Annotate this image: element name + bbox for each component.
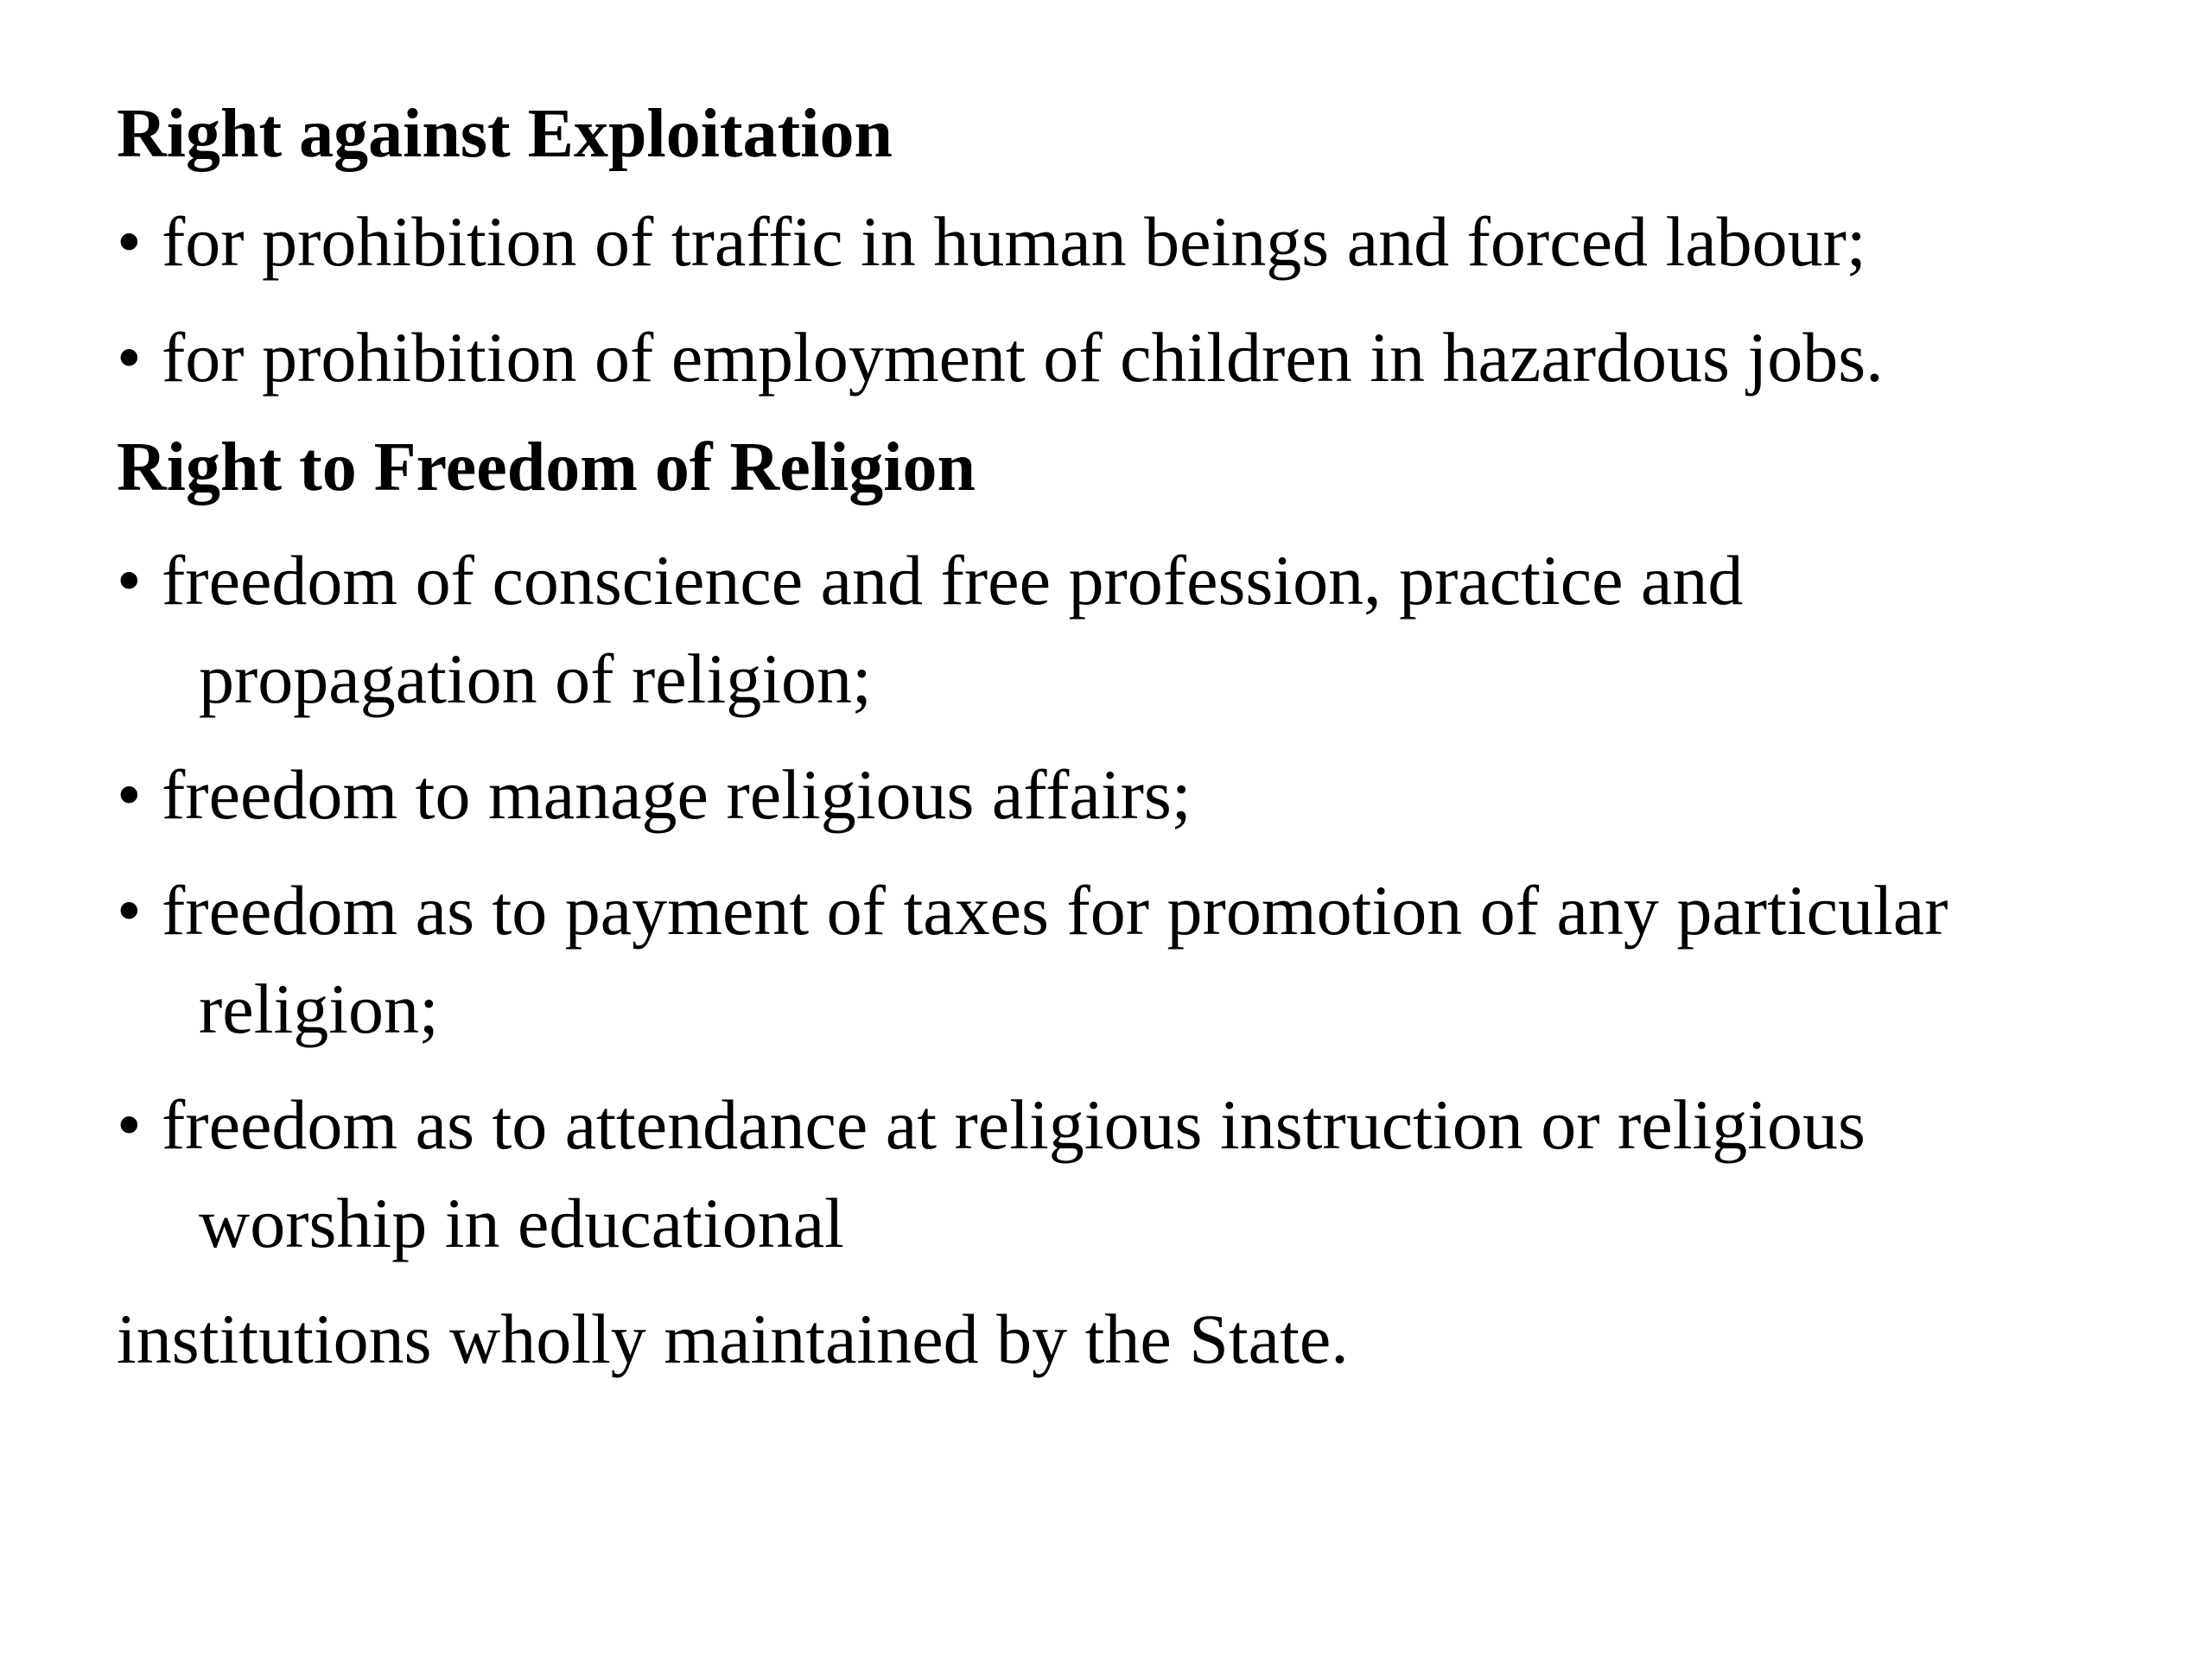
- bullet-text: for prohibition of traffic in human beings and forced labour;: [162, 202, 1866, 281]
- slide-content: [117, 91, 2147, 1389]
- bullet-item: [117, 861, 2147, 1058]
- bullet-text-line1: freedom of conscience and free profession, practice and: [162, 541, 1744, 620]
- bullet-dot: •: [117, 1085, 142, 1164]
- bullet-text-line1: freedom as to attendance at religious instruction or religious: [162, 1085, 1866, 1164]
- heading-right-against-exploitation: Right against Exploitation: [117, 96, 893, 172]
- bullet-text-line2: religion;: [199, 969, 439, 1048]
- bullet-dot: •: [117, 541, 142, 620]
- bullet-item: [117, 746, 2147, 844]
- bullet-text-line1: freedom to manage religious affairs;: [162, 755, 1192, 834]
- bullet-text-line2: propagation of religion;: [199, 639, 872, 718]
- bullet-dot: •: [117, 318, 142, 397]
- bullet-item: [117, 1076, 2147, 1273]
- bullet-dot: •: [117, 871, 142, 950]
- bullet-item: [117, 308, 2147, 407]
- bullet-text-line2: worship in educational: [199, 1184, 844, 1262]
- bullet-dot: •: [117, 202, 142, 281]
- heading-right-to-freedom-of-religion: Right to Freedom of Religion: [117, 429, 976, 505]
- bullet-dot: •: [117, 755, 142, 834]
- bullet-text-line1: freedom as to payment of taxes for promotion of any particular: [162, 871, 1948, 950]
- bullet-text: for prohibition of employment of children in hazardous jobs.: [162, 318, 1884, 397]
- bullet-item: [117, 193, 2147, 291]
- bullet-item: [117, 531, 2147, 728]
- trailing-text: institutions wholly maintained by the State.: [117, 1300, 1349, 1378]
